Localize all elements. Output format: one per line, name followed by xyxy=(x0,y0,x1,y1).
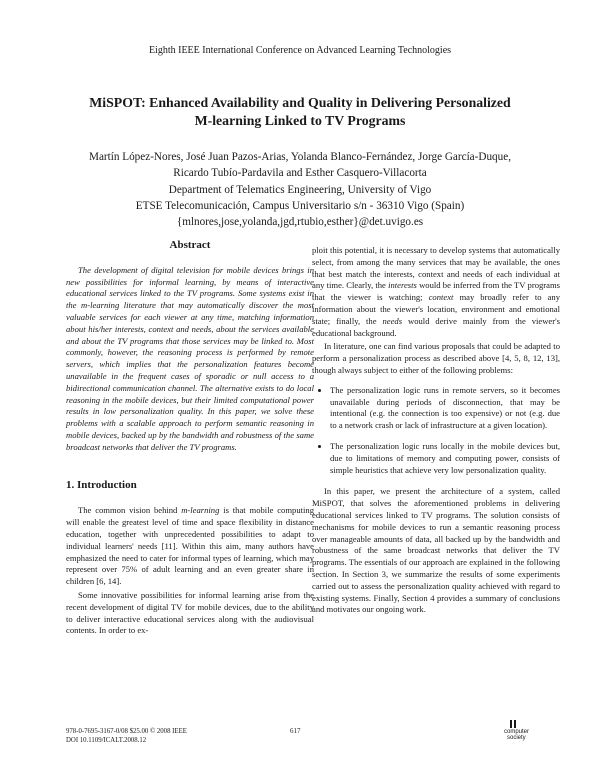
footer-identifiers xyxy=(66,727,187,745)
logo-text-computer: computer xyxy=(504,729,530,735)
right-paragraph-1 xyxy=(312,245,560,339)
left-column xyxy=(66,240,314,637)
abstract-text: The development of digital television for mobile devices brings in new possibilities for informal learning, by means of interactive educational services linked to the TV programs. Some systems exist in the m-learning literature that may automatically discover the most valuable services for each viewer at any time, matching information about his/her interests, context and needs, about the services available and about the TV programs that those services may be linked to. Most commonly, however, the reasoning process is performed by remote servers, which implies that the personalization features become unavailable in the frequent cases of sporadic or null access to a bidirectional communication channel. The alternative exists to do local reasoning in the mobile devices, but their limited computational power results in low personalization quality. In this paper, we solve these problems with a scalable approach to perform semantic reasoning in mobile devices, backed up by the bandwidth and robustness of the same broadcast networks that deliver the TV programs. xyxy=(66,264,314,452)
emphasis-m-learning: m-learning xyxy=(181,505,220,516)
list-item: • The personalization logic runs locally in the mobile devices but, due to limitations of memory and computing power, consists of simple heuristics that achieve very low personalization quality. xyxy=(330,441,560,476)
problem-list xyxy=(312,385,560,477)
text-run: would derive mainly from the viewer's educational background. xyxy=(312,315,560,338)
text-run: would be inferred from the TV programs that the viewer is watching; xyxy=(312,280,560,303)
title-line-2: M-learning Linked to TV Programs xyxy=(194,113,406,128)
right-paragraph-3: In this paper, we present the architecture of a system, called MiSPOT, that solves the aforementioned problems in delivering educational services linked to TV programs. The solution consists of mechanisms for mobile devices to run a semantic reasoning process over manageable amounts of data, all backed up by the bandwidth and robustness of the same broadcast networks that deliver the TV programs. The essentials of our approach are explained in the following section. In Section 3, we summarize the results of some experiments carried out to assess the personalization quality achieved with regard to existing systems. Finally, Section 4 provides a summary of conclusions and motivates our ongoing work. xyxy=(312,486,560,615)
emphasis-context: context xyxy=(428,292,454,303)
affiliation-line-2: ETSE Telecomunicación, Campus Universitario s/n - 36310 Vigo (Spain) xyxy=(135,199,465,212)
right-column xyxy=(312,245,560,616)
intro-paragraph-1 xyxy=(66,505,314,588)
page-number: 617 xyxy=(290,727,301,735)
introduction-heading: 1. Introduction xyxy=(66,478,137,491)
footer-doi: DOI 10.1109/ICALT.2008.12 xyxy=(66,737,147,744)
authors-line-1: Martín López-Nores, José Juan Pazos-Arias, Yolanda Blanco-Fernández, Jorge García-Duque, xyxy=(89,151,511,163)
conference-header: Eighth IEEE International Conference on Advanced Learning Technologies xyxy=(148,45,452,56)
abstract-heading: Abstract xyxy=(169,239,211,251)
logo-mark-icon xyxy=(508,720,520,729)
list-item: • The personalization logic runs in remote servers, so it becomes unavailable during periods of disconnection, that may be intentional (e.g. the connection is too expensive) or not (e.g. due to a network crash or lack of infrastructure at a given location). xyxy=(330,385,560,432)
logo-text-society: society xyxy=(507,735,526,741)
text-run: ploit this potential, it is necessary to develop systems that automatically select, from among the many services that may be available, the ones that best match the interests, context and needs of each individual at any time. Clearly, the xyxy=(312,245,560,291)
emphasis-needs: needs xyxy=(382,315,403,326)
text-run: is that mobile computing will enable the greatest level of time and space flexibility in distance education, together with unprecedented possibilities to adapt to individual learners' needs [11]. Within this aim, many authors have emphasized the need to cater for informal types of learning, which may represent over 75% of adult learning and an even greater share in children [6, 14]. xyxy=(66,505,314,587)
intro-paragraph-2: Some innovative possibilities for informal learning arise from the recent development of digital TV for mobile devices, due to the ability to deliver interactive educational services along with the audiovisual contents. In order to ex- xyxy=(66,589,314,636)
computer-society-logo xyxy=(496,720,536,742)
author-emails: {mlnores,jose,yolanda,jgd,rtubio,esther}@det.uvigo.es xyxy=(176,216,424,229)
text-run: The common vision behind xyxy=(78,505,182,516)
title-line-1: MiSPOT: Enhanced Availability and Quality in Delivering Personalized xyxy=(89,95,511,110)
right-paragraph-2: In literature, one can find various proposals that could be adapted to perform a personalization process as described above [4, 5, 8, 12, 13], though always subject to either of the following problems: xyxy=(312,341,560,375)
paper-title xyxy=(40,94,560,130)
emphasis-interests: interests xyxy=(388,280,417,291)
footer-isbn: 978-0-7695-3167-0/08 $25.00 © 2008 IEEE xyxy=(66,728,187,735)
text-run: may broadly refer to any information about the viewer's location, environment and emotional state; finally, the xyxy=(312,292,560,326)
affiliation-line-1: Department of Telematics Engineering, University of Vigo xyxy=(168,183,432,196)
author-block xyxy=(40,149,560,230)
authors-line-2: Ricardo Tubío-Pardavila and Esther Casquero-Villacorta xyxy=(173,167,427,180)
